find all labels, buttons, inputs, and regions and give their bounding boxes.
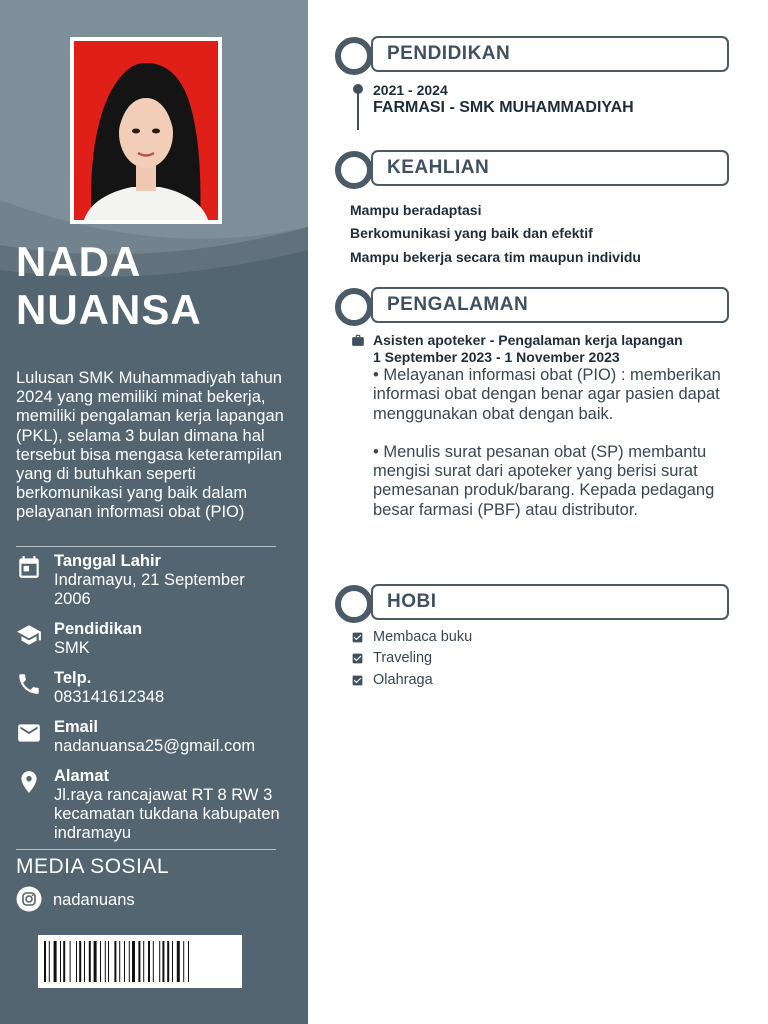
email-value: nadanuansa25@gmail.com (54, 737, 256, 755)
barcode (38, 935, 242, 988)
timeline-marker (350, 82, 366, 130)
barcode-bar (79, 941, 81, 982)
barcode-bar (153, 941, 154, 982)
hobby-item: Olahraga (373, 672, 433, 688)
barcode-bar (49, 941, 50, 982)
barcode-bar (183, 941, 184, 982)
experience-section-header (335, 287, 731, 325)
education-value: SMK (54, 639, 90, 657)
checkbox-checked-icon (351, 652, 364, 665)
barcode-bar (89, 941, 91, 982)
barcode-bar (76, 941, 77, 982)
briefcase-icon (351, 333, 365, 347)
divider (16, 849, 276, 850)
birth-value: Indramayu, 21 September 2006 (54, 571, 245, 608)
barcode-bar (108, 941, 109, 982)
skill-item: Mampu beradaptasi (350, 202, 482, 218)
education-section-title: PENDIDIKAN (387, 43, 511, 64)
section-ring-icon (335, 585, 373, 623)
section-ring-icon (335, 37, 373, 75)
hobbies-section-title: HOBI (387, 591, 437, 612)
barcode-bar (129, 941, 130, 982)
checkbox-checked-icon (351, 631, 364, 644)
experience-point: • Menulis surat pesanan obat (SP) membantu mengisi surat dari apoteker yang berisi surat pemesanan produk/barang. Kepada pedagang besar farmasi (PBF) atau distributor. (373, 442, 715, 519)
hobby-item: Membaca buku (373, 629, 473, 645)
profile-summary: Lulusan SMK Muhammadiyah tahun 2024 yang memiliki minat bekerja, memiliki pengalaman kerja lapangan (PKL), selama 3 bulan dimana hal tersebut bisa mengasa keterampilan yang di butuhkan seperti berkomunikasi yang baik dalam pelayanan informasi obat (PIO) (16, 369, 284, 522)
education-info (16, 620, 286, 660)
barcode-bar (162, 941, 164, 982)
barcode-bar (167, 941, 169, 982)
address-value: Jl.raya rancajawat RT 8 RW 3 kecamatan tukdana kabupaten indramayu (54, 786, 280, 842)
education-section-header (335, 36, 731, 74)
barcode-bar (94, 941, 97, 982)
skill-item: Berkomunikasi yang baik dan efektif (350, 225, 593, 241)
education-school: FARMASI - SMK MUHAMMADIYAH (373, 99, 634, 116)
experience-description (373, 366, 733, 520)
hobby-item: Traveling (373, 650, 433, 666)
email-label: Email (54, 718, 99, 736)
phone-label: Telp. (54, 669, 92, 687)
graduation-cap-icon (16, 622, 42, 648)
divider (16, 546, 276, 547)
section-ring-icon (335, 288, 373, 326)
hobbies-section-header (335, 584, 731, 622)
experience-period: 1 September 2023 - 1 November 2023 (373, 349, 620, 365)
barcode-bar (148, 941, 150, 982)
barcode-bar (119, 941, 120, 982)
barcode-bar (70, 941, 71, 982)
full-name (16, 238, 202, 334)
barcode-bar (159, 941, 160, 982)
calendar-icon (16, 554, 42, 580)
barcode-bar (114, 941, 116, 982)
education-label: Pendidikan (54, 620, 143, 638)
last-name: NUANSA (16, 286, 202, 333)
barcode-bar (63, 941, 65, 982)
email-icon (16, 720, 42, 746)
address-info (16, 767, 286, 847)
barcode-bar (143, 941, 144, 982)
first-name: NADA (16, 238, 142, 285)
barcode-bar (100, 941, 101, 982)
social-media-title: MEDIA SOSIAL (16, 855, 170, 878)
phone-icon (16, 671, 42, 697)
profile-photo (70, 37, 222, 224)
barcode-bar (172, 941, 173, 982)
barcode-bar (188, 941, 189, 982)
phone-info (16, 669, 286, 709)
birth-label: Tanggal Lahir (54, 552, 161, 570)
phone-value: 083141612348 (54, 688, 165, 706)
barcode-bar (60, 941, 61, 982)
barcode-bar (105, 941, 106, 982)
experience-role: Asisten apoteker - Pengalaman kerja lapangan (373, 332, 683, 348)
portrait-image (74, 41, 218, 220)
barcode-bar (54, 941, 57, 982)
experience-section-title: PENGALAMAN (387, 294, 529, 315)
skills-section-title: KEAHLIAN (387, 157, 490, 178)
barcode-bar (177, 941, 180, 982)
barcode-bar (138, 941, 140, 982)
location-pin-icon (16, 769, 42, 795)
section-ring-icon (335, 151, 373, 189)
barcode-bar (124, 941, 125, 982)
skill-item: Mampu bekerja secara tim maupun individu (350, 249, 641, 265)
skills-section-header (335, 150, 731, 188)
birth-info (16, 552, 286, 612)
email-info (16, 718, 286, 758)
barcode-bar (84, 941, 85, 982)
education-years: 2021 - 2024 (373, 82, 448, 98)
sidebar (0, 0, 308, 1024)
barcode-graphic (38, 935, 242, 988)
barcode-bar (44, 941, 46, 982)
experience-point: • Melayanan informasi obat (PIO) : memberikan informasi obat dengan benar agar pasien dapat menggunakan obat dengan baik. (373, 366, 721, 423)
address-label: Alamat (54, 767, 110, 785)
barcode-bar (132, 941, 135, 982)
checkbox-checked-icon (351, 674, 364, 687)
instagram-handle: nadanuans (53, 891, 135, 909)
instagram-icon (16, 886, 42, 912)
